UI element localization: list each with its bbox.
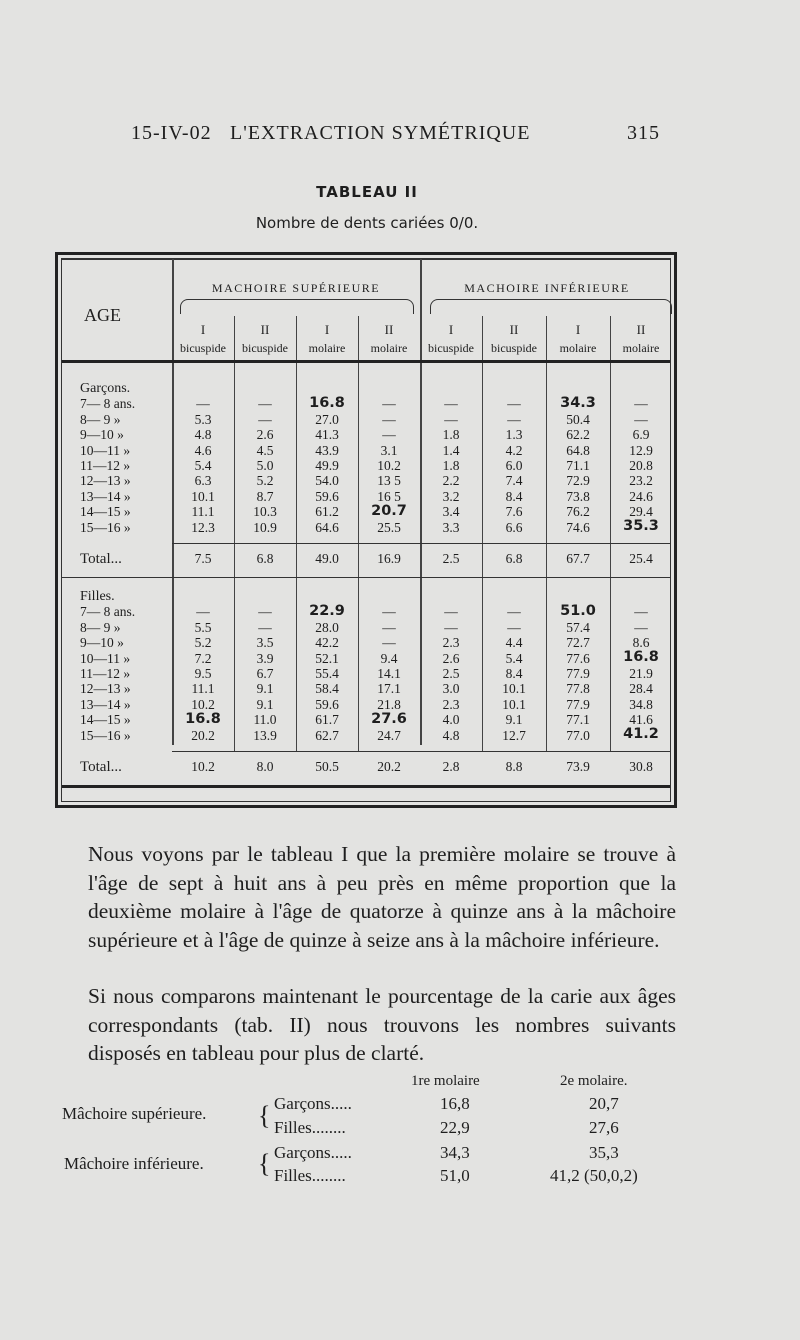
filles-cell: 77.8	[566, 681, 590, 697]
garcons-cell: 6.6	[505, 519, 523, 535]
running-header	[0, 122, 800, 152]
garcons-cell: 43.9	[315, 442, 339, 458]
group-header-inferieure: MACHOIRE INFÉRIEURE	[464, 281, 630, 295]
garcons-cell: —	[507, 396, 521, 412]
filles-cell: 2.5	[442, 666, 460, 681]
filles-cell: 2.6	[442, 650, 460, 666]
filles-cell: 62.7	[315, 727, 339, 743]
garcons-cell: 72.9	[566, 473, 590, 489]
filles-cell: 77.0	[566, 727, 590, 743]
filles-cell: 8.6	[632, 635, 650, 651]
filles-cell: 16.8	[623, 649, 659, 666]
garcons-cell: 6.0	[505, 458, 523, 473]
group-brace-superieure	[180, 299, 414, 314]
summary-inf-brace: {	[258, 1149, 271, 1178]
filles-cell: —	[634, 619, 648, 635]
column-header-name: molaire	[370, 341, 408, 355]
filles-cell: 17.1	[377, 681, 401, 697]
filles-total-cell: 2.8	[442, 759, 460, 774]
summary-inf-f1: 51,0	[440, 1166, 470, 1185]
garcons-cell: 5.3	[194, 411, 212, 427]
garcons-cell: —	[382, 411, 396, 427]
filles-total-cell: 8.8	[505, 759, 523, 774]
garcons-age-label: 12—13 »	[80, 473, 131, 489]
garcons-cell: 49.9	[315, 458, 339, 473]
garcons-cell: 7.4	[505, 473, 523, 489]
column-header-3	[296, 321, 358, 357]
garcons-total-cell: 6.8	[505, 551, 523, 566]
filles-age-label: 7— 8 ans.	[80, 604, 136, 620]
filles-cell: 4.0	[442, 712, 460, 728]
garcons-cell: 4.8	[194, 427, 212, 443]
filles-age-label: 15—16 »	[80, 727, 131, 743]
garcons-cell: 3.4	[442, 504, 460, 520]
garcons-cell: 4.5	[256, 442, 274, 458]
garcons-total-label: Total...	[80, 551, 122, 567]
garcons-cell: 8.7	[256, 488, 274, 504]
garcons-cell: 61.2	[315, 504, 339, 520]
garcons-cell: 2.2	[442, 473, 460, 489]
filles-cell: 5.4	[505, 650, 523, 666]
filles-cell: 34.8	[629, 696, 653, 712]
filles-cell: 9.1	[256, 696, 274, 712]
column-header-name: bicuspide	[428, 341, 474, 355]
filles-cell: —	[507, 619, 521, 635]
filles-total-cell: 50.5	[315, 759, 339, 774]
column-header-number: II	[636, 322, 646, 337]
filles-cell: 77.9	[566, 666, 590, 681]
garcons-cell: 50.4	[566, 411, 590, 427]
garcons-cell: —	[258, 396, 272, 412]
garcons-cell: 73.8	[566, 488, 590, 504]
garcons-cell: 34.3	[560, 394, 596, 411]
filles-cell: 6.7	[256, 666, 274, 681]
summary-sup-brace: {	[258, 1101, 271, 1130]
garcons-total-cell: 49.0	[315, 551, 339, 566]
garcons-cell: 20.8	[629, 458, 653, 473]
garcons-total-rule	[172, 543, 670, 544]
filles-cell: 10.2	[191, 696, 215, 712]
summary-inf-g1: 34,3	[440, 1143, 470, 1162]
garcons-cell: 2.6	[256, 427, 274, 443]
column-header-number: I	[324, 322, 330, 337]
filles-cell: 9.4	[380, 650, 398, 666]
filles-cell: —	[382, 604, 396, 620]
garcons-cell: 1.4	[442, 442, 460, 458]
column-header-number: II	[384, 322, 394, 337]
filles-cell: 72.7	[566, 635, 590, 651]
paragraph-1-text: Nous voyons par le tableau I que la première molaire se trouve à l'âge de sept à huit ans à peu près en même proportion que la deuxième molaire à l'âge de quatorze à quinze ans à la mâchoire supérieure et à l'âge de quinze à seize ans à la mâchoire inférieure.	[88, 842, 676, 952]
garcons-total-cell: 25.4	[629, 551, 653, 566]
column-header-number: I	[575, 322, 581, 337]
filles-total-cell: 20.2	[377, 759, 401, 774]
column-header-2	[234, 321, 296, 357]
filles-total-label: Total...	[80, 759, 122, 775]
filles-cell: 20.2	[191, 727, 215, 743]
column-header-name: bicuspide	[242, 341, 288, 355]
summary-sup-garcons: Garçons.....	[274, 1094, 352, 1113]
garcons-cell: —	[444, 396, 458, 412]
garcons-cell: 64.6	[315, 519, 339, 535]
filles-total-cell: 8.0	[256, 759, 274, 774]
garcons-cell: 10.2	[377, 458, 401, 473]
filles-cell: —	[382, 619, 396, 635]
summary-inf-filles: Filles........	[274, 1166, 346, 1185]
filles-cell: —	[507, 604, 521, 620]
column-header-8	[610, 321, 672, 357]
section-rule	[62, 577, 670, 578]
garcons-cell: —	[507, 411, 521, 427]
garcons-cell: 41.3	[315, 427, 339, 443]
filles-cell: 21.9	[629, 666, 653, 681]
garcons-total-cell: 6.8	[256, 551, 274, 566]
garcons-age-label: 7— 8 ans.	[80, 396, 136, 412]
column-header-6	[482, 321, 546, 357]
filles-total-cell: 30.8	[629, 759, 653, 774]
filles-cell: 41.6	[629, 712, 653, 728]
filles-cell: 58.4	[315, 681, 339, 697]
column-header-number: I	[200, 322, 206, 337]
column-header-name: bicuspide	[491, 341, 537, 355]
summary-sup-filles: Filles........	[274, 1118, 346, 1137]
garcons-cell: 12.3	[191, 519, 215, 535]
table-title: TABLEAU II	[316, 183, 418, 201]
garcons-cell: 5.2	[256, 473, 274, 489]
garcons-age-label: 15—16 »	[80, 519, 131, 535]
column-header-name: molaire	[308, 341, 346, 355]
garcons-cell: —	[196, 396, 210, 412]
filles-cell: 8.4	[505, 666, 523, 681]
filles-cell: 10.1	[502, 696, 526, 712]
filles-cell: 21.8	[377, 696, 401, 712]
garcons-age-label: 14—15 »	[80, 504, 131, 520]
filles-cell: 9.1	[256, 681, 274, 697]
filles-cell: 77.1	[566, 712, 590, 728]
garcons-cell: —	[382, 427, 396, 443]
group-header-superieure: MACHOIRE SUPÉRIEURE	[211, 281, 381, 295]
filles-cell: 28.0	[315, 619, 339, 635]
garcons-cell: 64.8	[566, 442, 590, 458]
paragraph-1	[88, 840, 676, 954]
column-header-4	[358, 321, 420, 357]
filles-cell: 24.7	[377, 727, 401, 743]
garcons-age-label: 10—11 »	[80, 442, 131, 458]
garcons-cell: 10.9	[253, 519, 277, 535]
bottom-rule	[62, 785, 670, 788]
column-header-number: II	[260, 322, 270, 337]
filles-cell: 59.6	[315, 696, 339, 712]
garcons-cell: 10.3	[253, 504, 277, 520]
column-header-number: II	[509, 322, 519, 337]
filles-cell: 11.1	[191, 681, 215, 697]
garcons-cell: 74.6	[566, 519, 590, 535]
filles-cell: —	[258, 604, 272, 620]
filles-cell: 42.2	[315, 635, 339, 651]
filles-age-label: 11—12 »	[80, 666, 131, 681]
column-header-5	[420, 321, 482, 357]
filles-cell: 4.8	[442, 727, 460, 743]
garcons-cell: 5.4	[194, 458, 212, 473]
garcons-cell: 3.1	[380, 442, 398, 458]
filles-cell: 3.5	[256, 635, 274, 651]
filles-total-rule	[172, 751, 670, 752]
garcons-cell: 4.2	[505, 442, 523, 458]
garcons-age-label: 8— 9 »	[80, 411, 121, 427]
garcons-cell: 10.1	[191, 488, 215, 504]
filles-age-label: 14—15 »	[80, 712, 131, 728]
garcons-cell: 1.3	[505, 427, 523, 443]
header-title: L'EXTRACTION SYMÉTRIQUE	[230, 122, 531, 144]
garcons-cell: 20.7	[371, 502, 407, 519]
filles-cell: 7.2	[194, 650, 212, 666]
filles-age-label: 9—10 »	[80, 635, 124, 651]
summary-sup-label: Mâchoire supérieure.	[62, 1104, 207, 1123]
group-brace-inferieure	[430, 299, 672, 314]
filles-cell: 52.1	[315, 650, 339, 666]
garcons-cell: 59.6	[315, 488, 339, 504]
table-subtitle: Nombre de dents cariées 0/0.	[255, 214, 479, 232]
filles-cell: 5.5	[194, 619, 212, 635]
garcons-cell: 11.1	[191, 504, 215, 520]
filles-cell: 13.9	[253, 727, 277, 743]
garcons-cell: 6.9	[632, 427, 650, 443]
summary-col-2: 2e molaire.	[560, 1073, 628, 1089]
garcons-cell: 1.8	[442, 458, 460, 473]
filles-cell: 28.4	[629, 681, 653, 697]
garcons-age-label: 11—12 »	[80, 458, 131, 473]
filles-cell: 77.6	[566, 650, 590, 666]
filles-cell: 3.0	[442, 681, 460, 697]
summary-sup-f2: 27,6	[589, 1118, 619, 1137]
filles-cell: 9.1	[505, 712, 523, 728]
filles-cell: 22.9	[309, 602, 345, 619]
column-header-number: I	[448, 322, 454, 337]
summary-inf-g2: 35,3	[589, 1143, 619, 1162]
garcons-cell: 4.6	[194, 442, 212, 458]
garcons-total-cell: 16.9	[377, 551, 401, 566]
summary-inf-label: Mâchoire inférieure.	[64, 1154, 204, 1173]
garcons-total-cell: 2.5	[442, 551, 460, 566]
summary-sup-f1: 22,9	[440, 1118, 470, 1137]
filles-cell: 9.5	[194, 666, 212, 681]
column-header-name: molaire	[559, 341, 597, 355]
filles-cell: —	[258, 619, 272, 635]
filles-age-label: 8— 9 »	[80, 619, 121, 635]
filles-cell: 2.3	[442, 696, 460, 712]
garcons-cell: 3.3	[442, 519, 460, 535]
garcons-cell: 27.0	[315, 411, 339, 427]
filles-cell: 10.1	[502, 681, 526, 697]
garcons-cell: 23.2	[629, 473, 653, 489]
paragraph-2	[88, 982, 676, 1068]
garcons-cell: 24.6	[629, 488, 653, 504]
garcons-cell: —	[444, 411, 458, 427]
filles-cell: —	[634, 604, 648, 620]
garcons-cell: 5.0	[256, 458, 274, 473]
garcons-cell: 12.9	[629, 442, 653, 458]
data-table	[55, 252, 677, 808]
filles-cell: 77.9	[566, 696, 590, 712]
filles-age-label: 10—11 »	[80, 650, 131, 666]
garcons-cell: 16.8	[309, 394, 345, 411]
garcons-cell: 54.0	[315, 473, 339, 489]
garcons-cell: 76.2	[566, 504, 590, 520]
garcons-total-cell: 7.5	[194, 551, 212, 566]
garcons-cell: 16 5	[377, 488, 401, 504]
page-number: 315	[627, 122, 660, 144]
filles-cell: 27.6	[371, 710, 407, 727]
garcons-cell: —	[382, 396, 396, 412]
header-date: 15-IV-02	[131, 122, 212, 144]
column-header-name: molaire	[622, 341, 660, 355]
paragraph-2-text: Si nous comparons maintenant le pourcentage de la carie aux âges correspondants (tab. II) nous trouvons les nombres suivants disposés en tableau pour plus de clarté.	[88, 984, 676, 1065]
garcons-age-label: 13—14 »	[80, 488, 131, 504]
filles-total-cell: 10.2	[191, 759, 215, 774]
filles-age-label: 13—14 »	[80, 696, 131, 712]
filles-total-cell: 73.9	[566, 759, 590, 774]
garcons-cell: 1.8	[442, 427, 460, 443]
column-header-7	[546, 321, 610, 357]
filles-cell: 61.7	[315, 712, 339, 728]
filles-label: Filles.	[80, 589, 115, 604]
filles-cell: —	[444, 604, 458, 620]
garcons-cell: 7.6	[505, 504, 523, 520]
garcons-age-label: 9—10 »	[80, 427, 124, 443]
filles-cell: 41.2	[623, 726, 659, 743]
garcons-cell: 6.3	[194, 473, 212, 489]
filles-cell: —	[444, 619, 458, 635]
header-rule	[62, 360, 670, 363]
garcons-total-cell: 67.7	[566, 551, 590, 566]
filles-cell: —	[196, 604, 210, 620]
filles-cell: 55.4	[315, 666, 339, 681]
filles-cell: 57.4	[566, 619, 590, 635]
garcons-cell: —	[258, 411, 272, 427]
filles-cell: 4.4	[505, 635, 523, 651]
filles-cell: 5.2	[194, 635, 212, 651]
summary-sup-g2: 20,7	[589, 1094, 619, 1113]
summary-col-1: 1re molaire	[411, 1073, 480, 1089]
filles-cell: 2.3	[442, 635, 460, 651]
garcons-cell: 29.4	[629, 504, 653, 520]
summary-inf-garcons: Garçons.....	[274, 1143, 352, 1162]
garcons-cell: —	[634, 411, 648, 427]
summary-sup-g1: 16,8	[440, 1094, 470, 1113]
table-inner	[61, 258, 671, 802]
garcons-cell: 71.1	[566, 458, 590, 473]
garcons-cell: 62.2	[566, 427, 590, 443]
filles-cell: 51.0	[560, 602, 596, 619]
column-header-name: bicuspide	[180, 341, 226, 355]
summary-inf-f2: 41,2 (50,0,2)	[550, 1166, 638, 1185]
garcons-cell: —	[634, 396, 648, 412]
garcons-label: Garçons.	[80, 381, 131, 396]
top-rule	[62, 259, 670, 260]
filles-cell: 16.8	[185, 710, 221, 727]
garcons-cell: 8.4	[505, 488, 523, 504]
filles-cell: —	[382, 635, 396, 651]
filles-age-label: 12—13 »	[80, 681, 131, 697]
filles-cell: 3.9	[256, 650, 274, 666]
filles-cell: 11.0	[253, 712, 277, 728]
garcons-cell: 13 5	[377, 473, 401, 489]
garcons-cell: 35.3	[623, 518, 659, 535]
garcons-cell: 3.2	[442, 488, 460, 504]
age-header: AGE	[84, 305, 121, 325]
column-header-1	[172, 321, 234, 357]
garcons-cell: 25.5	[377, 519, 401, 535]
filles-cell: 14.1	[377, 666, 401, 681]
filles-cell: 12.7	[502, 727, 526, 743]
